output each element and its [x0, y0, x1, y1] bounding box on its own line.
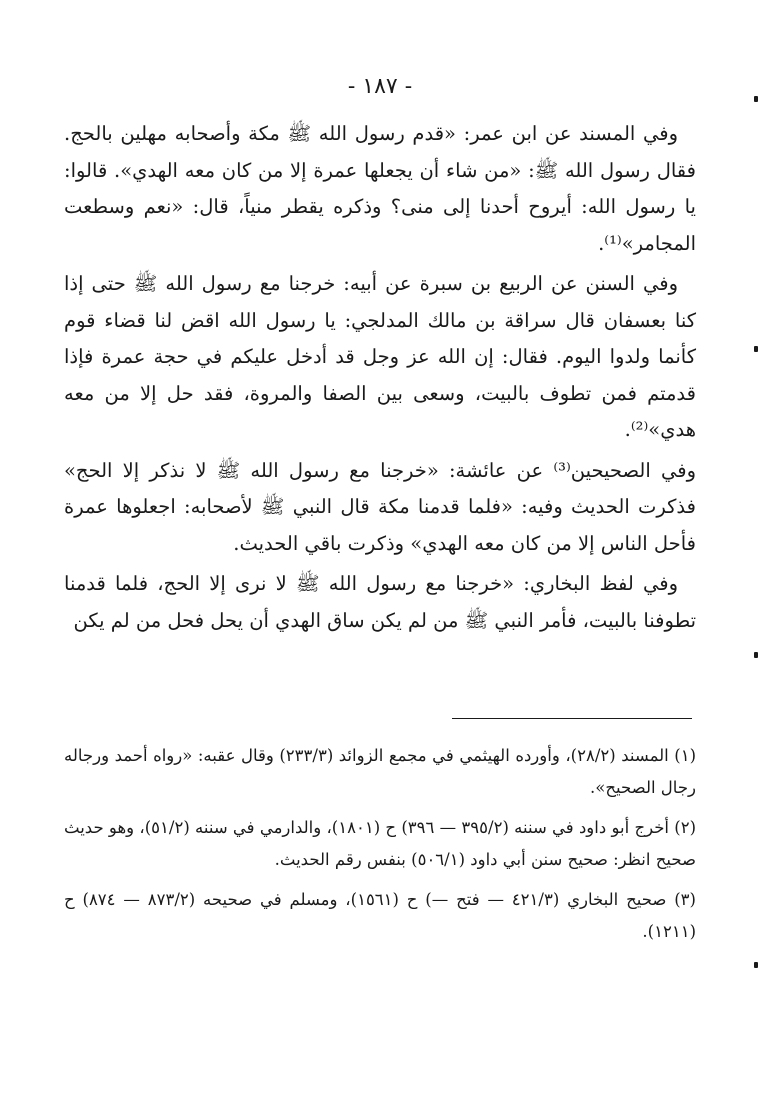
paragraph-bukhari-wording: وفي لفظ البخاري: «خرجنا مع رسول الله ﷺ لا نرى إلا الحج، فلما قدمنا تطوفنا بالبيت، فأمر النبي ﷺ من لم يكن ساق الهدي أن يحل فحل من لم يكن: [64, 572, 696, 632]
footnote-2: (٢) أخرج أبو داود في سننه (٣٩٥/٢ — ٣٩٦) ح (١٨٠١)، والدارمي في سننه (٥١/٢)، وهو حديث صحيح انظر: صحيح سنن أبي داود (٥٠٦/١) بنفس رقم الحديث.: [64, 818, 696, 869]
paragraph-sahihayn-aisha: وفي الصحيحين⁽³⁾ عن عائشة: «خرجنا مع رسول الله ﷺ لا نذكر إلا الحج» فذكرت الحديث وفيه: «فلما قدمنا مكة قال النبي ﷺ لأصحابه: اجعلوها عمرة فأحل الناس إلا من كان معه الهدي» وذكرت باقي الحديث.: [64, 458, 696, 555]
main-text: [64, 116, 696, 643]
footnotes: [64, 740, 696, 956]
footnote-3: (٣) صحيح البخاري (٤٢١/٣ — فتح —) ح (١٥٦١)، ومسلم في صحيحه (٨٧٣/٢ — ٨٧٤) ح (١٢١١).: [64, 890, 696, 941]
paragraph-musnad-ibn-umar: وفي المسند عن ابن عمر: «قدم رسول الله ﷺ مكة وأصحابه مهلين بالحج. فقال رسول الله ﷺ: «من شاء أن يجعلها عمرة إلا من كان معه الهدي». قالوا: يا رسول الله: أيروح أحدنا إلى منى؟ وذكره يقطر منياً، قال: «نعم وسطعت المجامر»⁽¹⁾.: [64, 122, 696, 255]
page-number: - ١٨٧ -: [347, 74, 413, 99]
footnote-1: (١) المسند (٢٨/٢)، وأورده الهيثمي في مجمع الزوائد (٢٣٣/٣) وقال عقبه: «رواه أحمد ورجاله رجال الصحيح».: [64, 746, 696, 797]
paragraph-sunan-rabi: وفي السنن عن الربيع بن سبرة عن أبيه: خرجنا مع رسول الله ﷺ حتى إذا كنا بعسفان قال سراقة بن مالك المدلجي: يا رسول الله اقض لنا قضاء قوم كأنما ولدوا اليوم. فقال: إن الله عز وجل قد أدخل عليكم في حجة عمرة فإذا قدمتم فمن تطوف بالبيت، وسعى بين الصفا والمروة، فقد حل إلا من معه هدي»⁽²⁾.: [64, 272, 696, 441]
footnote-divider: [452, 718, 692, 719]
scan-edge-mark: [754, 346, 758, 352]
scan-edge-mark: [754, 962, 758, 968]
scan-edge-mark: [754, 652, 758, 658]
scan-edge-mark: [754, 96, 758, 102]
